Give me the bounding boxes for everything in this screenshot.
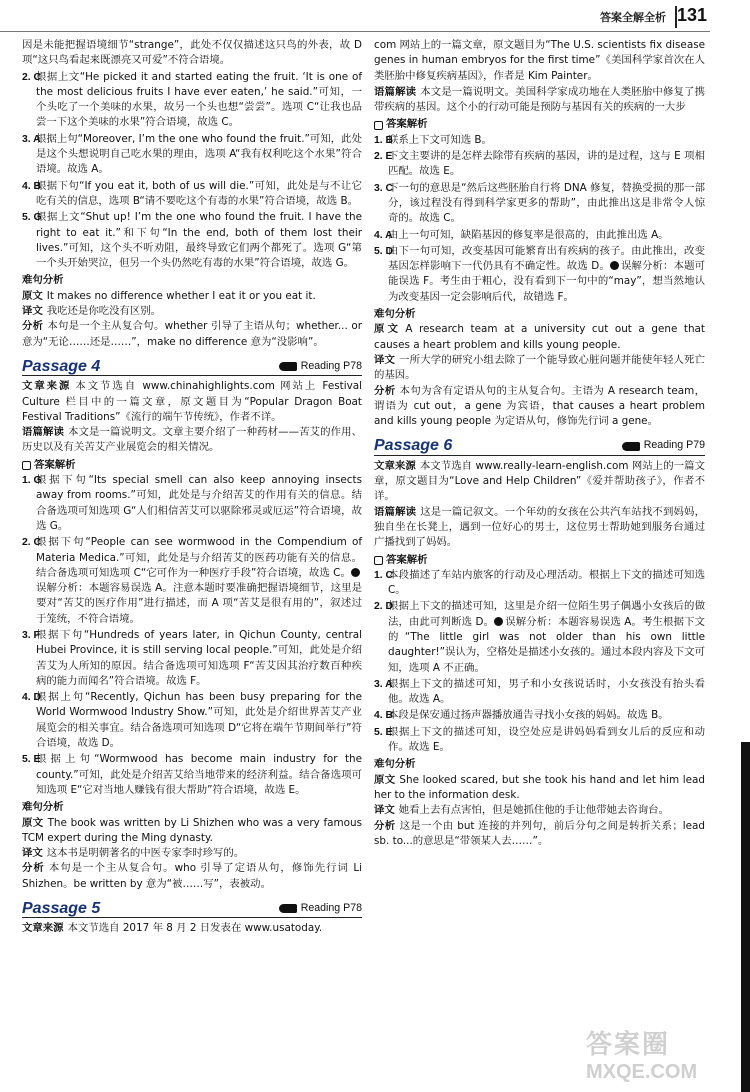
answer-text: 由上一句可知，缺陷基因的修复率是很高的，由此推出选 A。 xyxy=(388,228,669,241)
original-line xyxy=(374,773,705,804)
difficult-sentence-section xyxy=(22,273,362,349)
answer-number: 5. G xyxy=(22,212,42,224)
label: 文章来源 xyxy=(374,459,416,472)
passage-heading xyxy=(22,359,362,376)
answer-item xyxy=(374,133,705,148)
answer-item xyxy=(374,228,705,243)
answer-item xyxy=(22,473,362,534)
answer-text: 根据上下文的描述可知，设空处应是讲妈妈看到女儿后的反应和动作。故选 E。 xyxy=(388,725,705,754)
answer-number: 5. E xyxy=(22,754,41,766)
page-header xyxy=(0,0,750,32)
analysis-text: 本句为含有定语从句的主从复合句。主语为 A research team，谓语为 cut out，a gene 为宾语，that causes a heart problem and kills young people 为定语从句，修饰先行词 a gene。 xyxy=(374,384,706,428)
answer-number: 4. D xyxy=(22,692,42,704)
summary-text: 本文是一篇说明文。美国科学家成功地在人类胚胎中修复了携带疾病的基因。这个小的行动可能是预防与基因有关的疾病的一大步 xyxy=(374,85,706,114)
passage-heading xyxy=(22,901,362,918)
header-rule xyxy=(0,31,710,32)
label: 原文 xyxy=(374,773,396,786)
answers-heading-text: 答案解析 xyxy=(386,553,428,566)
label: 分析 xyxy=(374,384,396,397)
label: 文章来源 xyxy=(22,922,64,935)
translation-text: 我吃还是你吃没有区别。 xyxy=(46,305,162,318)
answer-item xyxy=(22,628,362,689)
analysis-text: 本句是一个主从复合句。whether 引导了主语从句；whether... or 意为“无论……还是……”，make no difference 意为“没影响”。 xyxy=(22,320,362,348)
answer-text: 下文主要讲的是怎样去除带有疾病的基因，讲的是过程，这与 E 项相匹配。故选 E。 xyxy=(388,150,705,178)
answer-number: 4. B xyxy=(22,180,42,192)
translation-text: 她看上去有点害怕，但是她抓住他的手让他带她去咨询台。 xyxy=(398,804,669,817)
answer-number: 2. D xyxy=(374,601,394,613)
answer-item xyxy=(22,535,362,627)
error-analysis-text: 误解分析：本题容易误选 A。注意本题时要准确把握语境细节，这里是要对“苦艾的医疗作用”进行描述，而 A 项“苦艾是很有用的”，叙述过于笼统，不符合语境。 xyxy=(36,582,362,625)
continued-source: com 网站上的一篇文章，原文题目为“The U.S. scientists fix disease genes in human embryos for the first time”《美国科学家首次在人类胚胎中修复疾病基因》，作者是 Kim Painter。 xyxy=(374,39,705,82)
answer-item xyxy=(22,210,362,271)
answer-text: 根据上句“Recently, Qichun has been busy preparing for the World Wormwood Industry Show.”可知，此处是介绍世界苦艾产业展览会的相关事宜。结合备选项可知选项 D“它将在端午节期间举行”符合语境，故选 D。 xyxy=(36,691,362,750)
original-line xyxy=(22,289,362,304)
watermark-line1: 答案圈 xyxy=(586,1030,671,1060)
answer-number: 3. A xyxy=(22,133,41,145)
summary-line xyxy=(22,425,362,456)
lock-icon xyxy=(374,121,383,130)
analysis-line xyxy=(374,384,705,430)
answer-text: 根据上文“Shut up! I’m the one who found the fruit. I have the right to eat it.”和下句“In the end, both of them lost their lives.”可知，这个头不听劝阻，最终导致它们两个都死了。选项 G“第一个头开始哭泣，但另一个头仍然吃有毒的水果”符合语境，故选 G。 xyxy=(36,211,362,270)
original-text: The book was written by Li Shizhen who was a very famous TCM expert during the Ming dynasty. xyxy=(22,816,363,844)
pointing-hand-icon xyxy=(279,904,297,913)
label: 语篇解读 xyxy=(374,505,417,518)
answer-item xyxy=(374,725,705,756)
original-text: She looked scared, but she took his hand and let him lead her to the information desk. xyxy=(374,773,705,801)
page-number: 131 xyxy=(676,5,707,25)
lock-icon xyxy=(374,556,383,565)
translation-text: 一所大学的研究小组去除了一个能导致心脏问题并能使年轻人死亡的基因。 xyxy=(374,353,705,382)
label: 原文 xyxy=(22,816,44,829)
label: 译文 xyxy=(374,353,396,366)
answer-number: 3. C xyxy=(374,182,394,194)
answer-item xyxy=(374,244,705,305)
analysis-text: 本句是一个主从复合句。who 引导了定语从句，修饰先行词 Li Shizhen。be written by 意为“被……写”，表被动。 xyxy=(22,862,362,890)
source-line xyxy=(22,379,362,425)
original-text: It makes no difference whether I eat it or you eat it. xyxy=(46,289,316,302)
continued-text: 因是未能把握语境细节“strange”，此处不仅仅描述这只鸟的外表，故 D 项“这只鸟看起来既漂亮又可爱”不符合语境。 xyxy=(22,39,362,67)
answer-text: 联系上下文可知选 B。 xyxy=(388,133,492,146)
analysis-text: 这是一个由 but 连接的并列句，前后分句之间是转折关系；lead sb. to...的意思是“带领某人去……”。 xyxy=(374,819,705,847)
answer-number: 2. C xyxy=(22,537,42,549)
answer-text: 本段是保安通过扬声器播放通告寻找小女孩的妈妈。故选 B。 xyxy=(388,709,669,722)
answer-text: 根据下句“Hundreds of years later, in Qichun County, central Hubei Province, it is still serving local people.”可知，此处是介绍苦艾为人所知的原因。结合备选项可知选项 F“苦艾因其治疗数百种疾病的能力而闻名”符合语境。故选 F。 xyxy=(36,628,362,687)
analysis-line xyxy=(22,861,362,892)
answer-number: 2. C xyxy=(22,71,42,83)
answer-text: 由下一句可知，改变基因可能繁育出有疾病的孩子。由此推出，改变基因怎样影响下一代仍具有不确定性。故选 D。 xyxy=(388,244,705,273)
summary-line xyxy=(374,85,705,116)
original-line xyxy=(374,322,705,353)
watermark-line2: MXQE.COM xyxy=(586,1061,698,1083)
translation-line xyxy=(374,353,705,384)
difficult-sentence-section xyxy=(22,800,362,892)
label: 语篇解读 xyxy=(374,85,417,98)
translation-line xyxy=(22,846,362,861)
label: 文章来源 xyxy=(22,380,72,393)
reading-reference xyxy=(279,901,362,916)
section-heading: 难句分析 xyxy=(22,274,64,287)
answer-number: 2. E xyxy=(374,151,393,163)
header-title: 答案全解全析 xyxy=(600,11,666,24)
label: 译文 xyxy=(22,305,43,318)
answer-number: 3. A xyxy=(374,678,393,690)
summary-text: 这是一篇记叙文。一个年幼的女孩在公共汽车站找不到妈妈，独自坐在长凳上，遇到一位好心的男士，这位男士帮助她到服务台通过广播找到了妈妈。 xyxy=(374,505,706,549)
pointing-hand-icon xyxy=(622,442,640,451)
source-text: 本文节选自 2017 年 8 月 2 日发表在 www.usatoday. xyxy=(67,922,323,935)
source-line xyxy=(22,921,362,936)
difficult-sentence-section xyxy=(374,307,705,429)
answer-text: 根据下句“If you eat it, both of us will die.”可知，此处是与不让它吃有关的信息，选项 B“请不要吃这个有毒的水果”符合语境，故选 B。 xyxy=(36,179,362,207)
left-column xyxy=(22,38,362,937)
right-column xyxy=(374,38,705,849)
answer-text: 根据上文“He picked it and started eating the fruit. ‘It is one of the most delicious fruits I have ever eaten,’ he said.”可知，一个头吃了一个美味的水果，故另一个头也想“尝尝”。选项 C“让我也品尝一下这个美味的水果”符合语境，故选 C。 xyxy=(36,70,362,129)
passage-title: Passage 4 xyxy=(22,357,101,375)
watermark-logo xyxy=(586,1024,736,1086)
answer-text: 根据上句“Wormwood has become main industry for the county.”可知，此处是介绍苦艾给当地带来的经济利益。结合备选项可知选项 E“它对当地人赚钱有很大帮助”符合语境，故选 E。 xyxy=(36,753,362,796)
answers-heading xyxy=(22,458,362,473)
answer-item xyxy=(22,70,362,131)
reading-page: Reading P79 xyxy=(643,439,705,452)
answer-number: 4. B xyxy=(374,710,394,722)
translation-line xyxy=(22,304,362,319)
source-text: 本文节选自 www.chinahighlights.com 网站上 Festival Culture 栏目中的一篇文章，原文题目为“Popular Dragon Boat Festival Traditions”《流行的端午节传统》，作者不详。 xyxy=(22,380,363,423)
passage3-answers-cont xyxy=(22,70,362,272)
answer-item xyxy=(374,568,705,599)
answer-text: 根据上下文的描述可知，这里是介绍一位陌生男子偶遇小女孩后的做法，由此可判断选 D。 xyxy=(388,600,705,628)
translation-text: 这本书是明朝著名的中医专家李时珍写的。 xyxy=(46,847,245,860)
label: 分析 xyxy=(22,320,44,333)
label: 分析 xyxy=(22,862,45,875)
error-analysis-text: 误解分析：本题容易误选 A。考生根据下文的“The little girl was not older than his own little daughter!”误认为，空格处是描述小女孩的。通过本段内容及下文可知，选项 A 不正确。 xyxy=(388,615,705,674)
answer-item xyxy=(22,179,362,210)
label: 译文 xyxy=(22,847,43,860)
analysis-line xyxy=(374,819,705,850)
answer-text: 下一句的意思是“然后这些胚胎自行将 DNA 修复，替换受损的那一部分，该过程没有得到科学家更多的帮助”，由此推出这是非常令人惊奇的。故选 C。 xyxy=(388,181,705,225)
section-heading: 难句分析 xyxy=(22,801,64,814)
reading-reference xyxy=(622,438,705,453)
label: 译文 xyxy=(374,804,395,817)
answer-text: 根据下句“Its special smell can also keep annoying insects away from rooms.”可知，此处是与介绍苦艾的作用有关的信息。结合备选项可知选项 G“人们相信苦艾可以驱除邪灵或厄运”符合语境，故选 G。 xyxy=(36,474,362,532)
answer-number: 5. D xyxy=(374,245,394,257)
passage-title: Passage 5 xyxy=(22,900,101,918)
answer-number: 5. E xyxy=(374,726,393,738)
error-analysis-text: 误解分析：本题可能误选 F。考生由于粗心，没有看到下一句中的“may”，想当然地认为改变基因一定会影响后代，故错选 F。 xyxy=(388,260,705,303)
answer-number: 1. G xyxy=(22,475,42,487)
original-text: A research team at a university cut out a gene that causes a heart problem and kills young people. xyxy=(374,323,706,351)
error-analysis-icon xyxy=(494,617,503,626)
lock-icon xyxy=(22,461,31,470)
answer-number: 4. A xyxy=(374,229,393,241)
translation-line xyxy=(374,803,705,818)
section-heading: 难句分析 xyxy=(374,758,416,771)
answer-number: 3. F xyxy=(22,629,40,641)
label: 分析 xyxy=(374,819,396,832)
answer-text: 根据上下文的描述可知，男子和小女孩说话时，小女孩没有抬头看他。故选 A。 xyxy=(388,677,705,706)
answer-number: 1. B xyxy=(374,134,394,146)
answer-item xyxy=(374,599,705,675)
answer-item xyxy=(374,181,705,227)
passage-title: Passage 6 xyxy=(374,437,453,455)
error-analysis-icon xyxy=(610,261,619,270)
answer-item xyxy=(374,677,705,708)
reading-page: Reading P78 xyxy=(300,359,362,372)
summary-line xyxy=(374,505,705,551)
answer-text: 根据上句“Moreover, I’m the one who found the fruit.”可知，此处是这个头想说明自己吃水果的理由，选项 A“我有权利吃这个水果”符合语境。故选 A。 xyxy=(36,132,362,176)
analysis-line xyxy=(22,319,362,350)
summary-text: 本文是一篇说明文。文章主要介绍了一种药材——苦艾的作用、历史以及有关苦艾产业展览会的相关情况。 xyxy=(22,426,362,454)
difficult-sentence-section xyxy=(374,757,705,849)
answers-heading xyxy=(374,553,705,568)
error-analysis-icon xyxy=(351,568,360,577)
section-heading: 难句分析 xyxy=(374,308,416,321)
answer-item xyxy=(374,708,705,723)
answer-item xyxy=(22,132,362,178)
side-tab xyxy=(741,742,750,1092)
original-line xyxy=(22,816,362,847)
label: 语篇解读 xyxy=(22,426,65,439)
source-line xyxy=(374,459,705,505)
pointing-hand-icon xyxy=(279,362,297,371)
answer-item xyxy=(22,752,362,798)
reading-reference xyxy=(279,359,362,374)
answer-text: 根据下句“People can see wormwood in the Compendium of Materia Medica.”可知，此处是与介绍苦艾的医药功能有关的信息。结合备选项可知选项 C“它可作为一种医疗手段”符合语境，故选 C。 xyxy=(36,536,362,579)
answer-item xyxy=(374,149,705,180)
source-text: 本文节选自 www.really-learn-english.com 网站上的一篇文章，原文题目为“Love and Help Children”《爱并帮助孩子》，作者不详。 xyxy=(374,459,706,503)
answer-number: 1. C xyxy=(374,569,394,581)
reading-page: Reading P78 xyxy=(300,902,362,915)
answer-item xyxy=(22,690,362,751)
label: 原文 xyxy=(22,289,43,302)
answers-heading xyxy=(374,117,705,132)
label: 原文 xyxy=(374,323,402,336)
answers-heading-text: 答案解析 xyxy=(386,118,428,131)
answer-text: 本段描述了车站内旅客的行动及心理活动。根据上下文的描述可知选 C。 xyxy=(388,568,705,597)
answers-heading-text: 答案解析 xyxy=(34,458,76,471)
passage-heading xyxy=(374,438,705,455)
